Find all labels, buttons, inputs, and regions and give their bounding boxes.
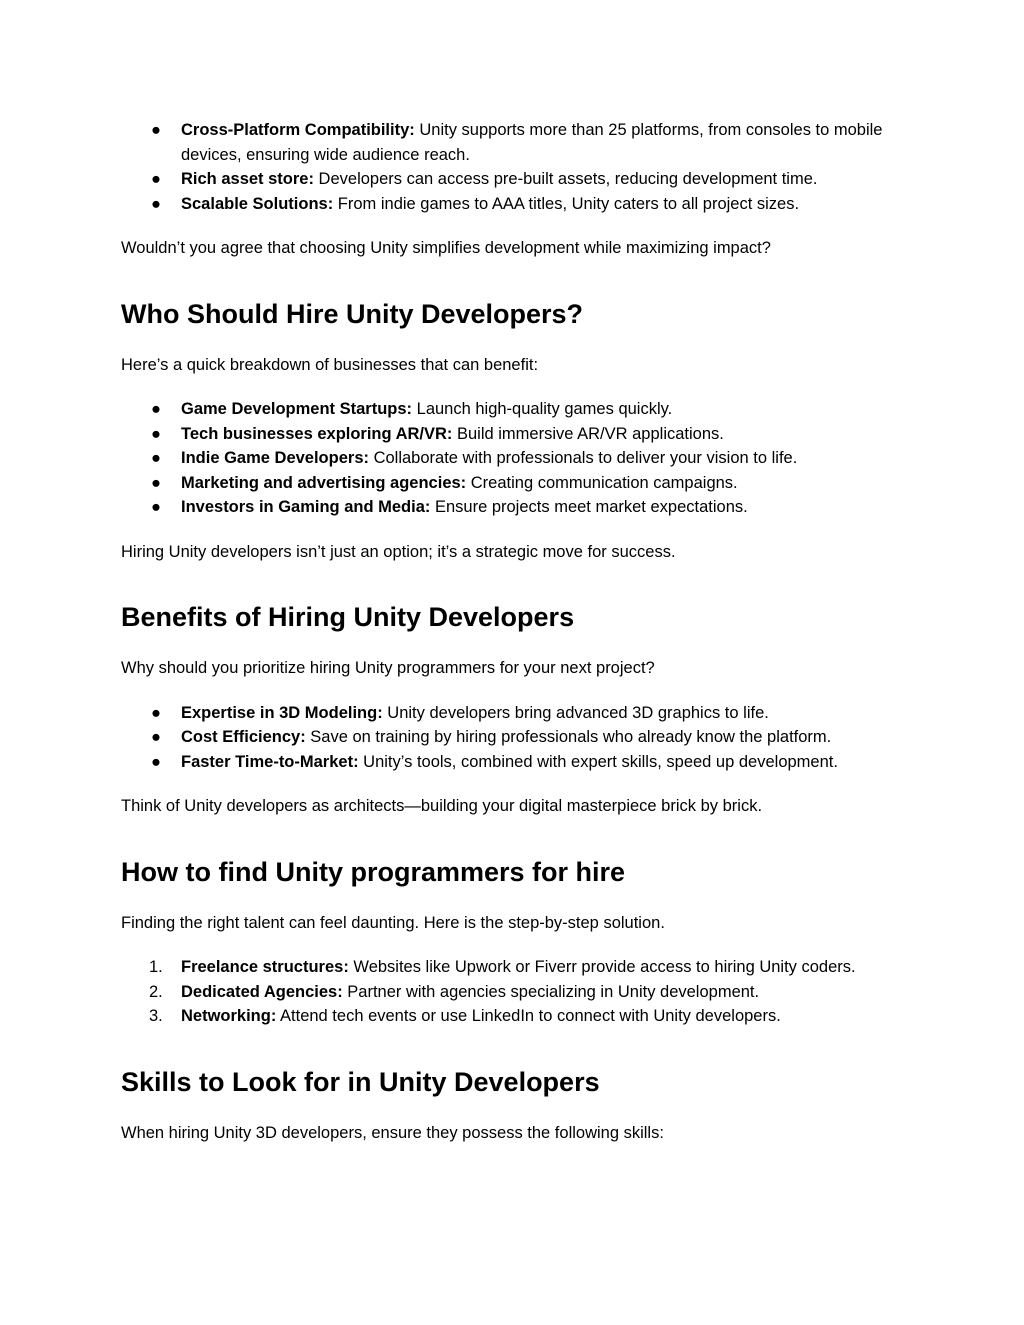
item-text: Save on training by hiring professionals who already know the platform. bbox=[305, 728, 832, 746]
item-text: Ensure projects meet market expectations. bbox=[430, 498, 748, 516]
item-label: Marketing and advertising agencies: bbox=[181, 473, 467, 492]
item-label: Scalable Solutions: bbox=[181, 194, 334, 213]
bullet-icon: ● bbox=[151, 473, 161, 492]
item-label: Rich asset store: bbox=[181, 170, 314, 188]
intro-bullet-list bbox=[121, 118, 911, 216]
bullet-icon: ● bbox=[151, 424, 161, 443]
section-closing-paragraph: Think of Unity developers as architects—building your digital masterpiece brick by brick. bbox=[121, 797, 763, 815]
list-item bbox=[121, 446, 911, 471]
bullet-icon: ● bbox=[151, 449, 161, 467]
item-text: Unity supports more than 25 platforms, from consoles to mobile devices, ensuring wide audience reach. bbox=[181, 121, 883, 164]
bullet-icon: ● bbox=[151, 703, 161, 722]
list-item bbox=[121, 980, 911, 1005]
item-text: Build immersive AR/VR applications. bbox=[452, 424, 724, 443]
document-content bbox=[121, 118, 911, 1145]
list-item bbox=[121, 422, 911, 447]
item-text: Creating communication campaigns. bbox=[466, 473, 738, 492]
list-item bbox=[121, 1004, 911, 1029]
item-text: Partner with agencies specializing in Unity development. bbox=[342, 982, 760, 1001]
intro-closing-paragraph: Wouldn’t you agree that choosing Unity simplifies development while maximizing impact? bbox=[121, 239, 771, 257]
list-item bbox=[121, 118, 911, 167]
item-text: Attend tech events or use LinkedIn to connect with Unity developers. bbox=[276, 1007, 781, 1025]
item-label: Investors in Gaming and Media: bbox=[181, 498, 431, 516]
section-closing-paragraph: Hiring Unity developers isn’t just an option; it’s a strategic move for success. bbox=[121, 542, 676, 561]
section-lead-paragraph: When hiring Unity 3D developers, ensure they possess the following skills: bbox=[121, 1123, 664, 1142]
section-lead-paragraph: Here’s a quick breakdown of businesses that can benefit: bbox=[121, 355, 539, 374]
section-heading-how-to-find: How to find Unity programmers for hire bbox=[121, 856, 626, 887]
benefits-list bbox=[121, 701, 911, 775]
item-label: Game Development Startups: bbox=[181, 400, 413, 418]
item-label: Expertise in 3D Modeling: bbox=[181, 703, 383, 722]
section-lead-paragraph: Finding the right talent can feel daunting. Here is the step-by-step solution. bbox=[121, 913, 665, 932]
bullet-icon: ● bbox=[151, 752, 161, 771]
list-item bbox=[121, 192, 911, 217]
how-to-find-numbered-list bbox=[121, 955, 911, 1029]
bullet-icon: ● bbox=[151, 728, 161, 746]
bullet-icon: ● bbox=[151, 170, 161, 188]
item-text: Collaborate with professionals to deliver your vision to life. bbox=[369, 449, 798, 467]
list-item bbox=[121, 167, 911, 192]
section-heading-skills: Skills to Look for in Unity Developers bbox=[121, 1066, 600, 1097]
item-label: Cross-Platform Compatibility: bbox=[181, 121, 415, 139]
list-item bbox=[121, 955, 911, 980]
bullet-icon: ● bbox=[151, 194, 161, 213]
item-text: Launch high-quality games quickly. bbox=[412, 400, 673, 418]
item-label: Indie Game Developers: bbox=[181, 449, 369, 467]
list-number: 1. bbox=[149, 958, 163, 976]
list-number: 2. bbox=[149, 982, 163, 1001]
bullet-icon: ● bbox=[151, 498, 161, 516]
item-text: Websites like Upwork or Fiverr provide access to hiring Unity coders. bbox=[348, 958, 856, 976]
item-label: Tech businesses exploring AR/VR: bbox=[181, 424, 453, 443]
list-item bbox=[121, 750, 911, 775]
bullet-icon: ● bbox=[151, 121, 161, 139]
list-item bbox=[121, 397, 911, 422]
item-label: Freelance structures: bbox=[181, 958, 349, 976]
item-text: Developers can access pre-built assets, reducing development time. bbox=[313, 170, 818, 188]
item-label: Dedicated Agencies: bbox=[181, 982, 343, 1001]
section-heading-who-should-hire: Who Should Hire Unity Developers? bbox=[121, 298, 584, 329]
item-text: From indie games to AAA titles, Unity caters to all project sizes. bbox=[333, 194, 800, 213]
list-item bbox=[121, 701, 911, 726]
who-should-hire-list bbox=[121, 397, 911, 520]
section-heading-benefits: Benefits of Hiring Unity Developers bbox=[121, 602, 575, 632]
item-label: Networking: bbox=[181, 1007, 277, 1025]
item-label: Cost Efficiency: bbox=[181, 728, 306, 746]
item-text: Unity developers bring advanced 3D graphics to life. bbox=[382, 703, 769, 722]
list-number: 3. bbox=[149, 1007, 163, 1025]
bullet-icon: ● bbox=[151, 400, 161, 418]
list-item bbox=[121, 725, 911, 750]
section-lead-paragraph: Why should you prioritize hiring Unity programmers for your next project? bbox=[121, 659, 655, 677]
item-text: Unity’s tools, combined with expert skills, speed up development. bbox=[358, 752, 838, 771]
list-item bbox=[121, 495, 911, 520]
list-item bbox=[121, 471, 911, 496]
item-label: Faster Time-to-Market: bbox=[181, 752, 359, 771]
